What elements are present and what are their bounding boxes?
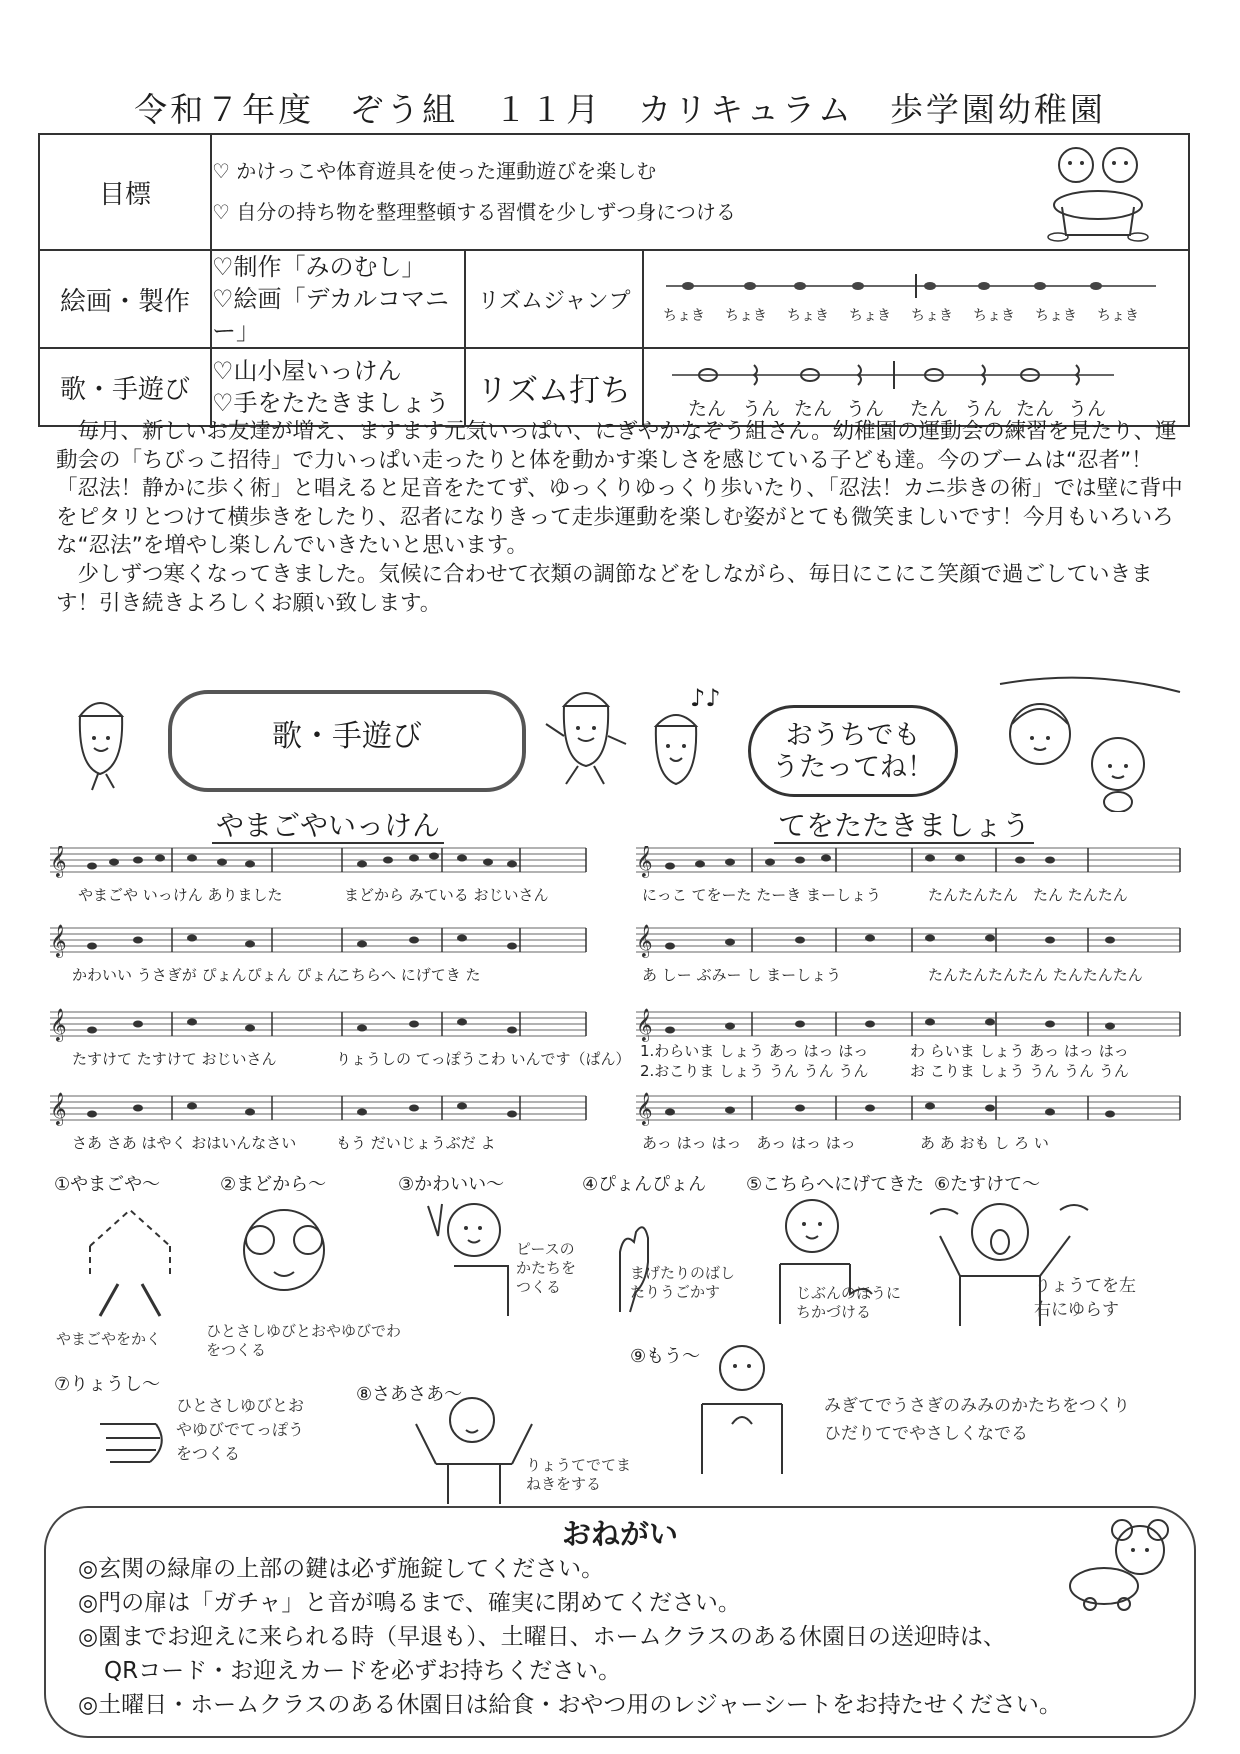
page-title: 令和７年度 ぞう組 １１月 カリキュラム 歩学園幼稚園 — [134, 90, 1106, 129]
goals-label: 目標 — [39, 134, 211, 250]
requests-title: おねがい — [561, 1517, 678, 1551]
mouse-with-basket-illustration — [1060, 1516, 1180, 1612]
gesture-hint: やまごやをかく — [56, 1330, 162, 1348]
art-line: ♡制作「みのむし」 — [212, 253, 426, 281]
song2-lyric: あ あ おも し ろ い — [920, 1134, 1049, 1152]
gesture-label: ①やまごや～ — [54, 1174, 161, 1195]
song1-lyric: たすけて たすけて おじいさん — [72, 1050, 277, 1068]
rhythm-beat-syllable: たん — [794, 398, 833, 420]
goals-cell — [211, 134, 1189, 250]
gesture-1-illustration — [70, 1196, 190, 1326]
rhythm-jump-cell — [643, 250, 1189, 348]
gesture-hint: ピースのかたちをつくる — [516, 1240, 577, 1296]
song1-lyric: さあ さあ はやく おはいんなさい — [72, 1134, 297, 1152]
bubble-line: おうちでも — [785, 720, 921, 751]
gesture-4-illustration — [600, 1212, 670, 1322]
songs-banner: 歌・手遊び — [168, 690, 526, 792]
gesture-2-illustration — [224, 1196, 344, 1322]
rhythm-jump-syllable: ちょき — [849, 308, 891, 324]
svg-text:𝄞: 𝄞 — [636, 924, 653, 957]
songs-cell — [211, 348, 465, 426]
gesture-label: ②まどから～ — [220, 1174, 327, 1195]
goal-item: ♡ 自分の持ち物を整理整頓する習慣を少しずつ身につける — [212, 200, 736, 224]
song2-lyric: 2.おこりま しょう うん うん うん — [640, 1062, 869, 1080]
singing-acorn-illustration — [636, 706, 716, 806]
gesture-label: ⑦りょうし～ — [54, 1374, 161, 1395]
rhythm-jump-syllable: ちょき — [787, 308, 829, 324]
request-item: ◎門の扉は「ガチャ」と音が鳴るまで、確実に閉めてください。 — [78, 1590, 741, 1616]
bubble-line: うたってね！ — [772, 752, 934, 783]
song1-lyric: りょうしの てっぽうこわ いんです（ぱん） — [336, 1050, 631, 1068]
svg-text:𝄞: 𝄞 — [636, 1008, 653, 1041]
rhythm-jump-syllable: ちょき — [911, 308, 953, 324]
song1-lyric: やまごや いっけん ありました — [78, 886, 283, 904]
song2-lyric: あっ はっ はっ あっ はっ はっ — [642, 1134, 856, 1152]
gesture-8-illustration — [412, 1384, 562, 1504]
speech-bubble — [748, 705, 958, 797]
rhythm-beat-syllable: うん — [964, 398, 1003, 420]
song1-lyric: もう だいじょうぶだ よ — [336, 1134, 496, 1152]
song2-lyric: たんたんたんたん たんたんたん — [928, 966, 1143, 984]
song2-lyric: お こりま しょう うん うん うん — [910, 1062, 1129, 1080]
rhythm-beat-syllable: たん — [910, 398, 949, 420]
gesture-9-illustration — [672, 1334, 812, 1474]
song1-lyric: かわいい うさぎが ぴょんぴょん ぴょん — [72, 966, 342, 984]
gesture-label: ⑥たすけて～ — [934, 1174, 1041, 1195]
gesture-hint: みぎてでうさぎのみみのかたちをつくりひだりてでやさしくなでる — [824, 1396, 1130, 1444]
tiger-cubs-illustration — [1038, 143, 1158, 243]
rhythm-jump-syllable: ちょき — [1035, 308, 1077, 324]
message-paragraph: 少しずつ寒くなってきました。気候に合わせて衣類の調節などをしながら、毎日にこにこ笑顔で過ごしていきます！引き続きよろしくお願い致します。 — [56, 561, 1153, 616]
rhythm-beat-syllable: たん — [1016, 398, 1055, 420]
rhythm-beat-syllable: うん — [1068, 398, 1107, 420]
rhythm-jump-notation — [644, 264, 1174, 334]
song-line: ♡手をたたきましょう — [212, 389, 450, 417]
song2-lyric: にっこ てをーた たーき まーしょう — [642, 886, 882, 904]
music-notes-icon: ♪♪ — [690, 684, 721, 712]
request-item: QRコード・お迎えカードを必ずお持ちください。 — [104, 1658, 622, 1684]
svg-text:𝄞: 𝄞 — [636, 1092, 653, 1125]
gesture-hint: ひとさしゆびとおやゆびでわをつくる — [206, 1322, 402, 1359]
song2-lyric: 1.わらいま しょう あっ はっ はっ — [640, 1042, 869, 1060]
gesture-label: ⑨もう～ — [630, 1346, 701, 1367]
gesture-label: ⑧さあさあ～ — [356, 1384, 463, 1405]
rhythm-beat-syllable: うん — [742, 398, 781, 420]
acorn-hanging-characters-illustration — [990, 672, 1190, 812]
rhythm-beat-label: リズム打ち — [465, 348, 643, 426]
gesture-label: ⑤こちらへにげてきた — [746, 1174, 925, 1195]
request-item: ◎玄関の緑扉の上部の鍵は必ず施錠してください。 — [78, 1556, 605, 1582]
gesture-7-illustration — [96, 1404, 170, 1474]
song2-lyric: たんたんたん たん たんたん — [928, 886, 1128, 904]
rhythm-jump-syllable: ちょき — [663, 308, 705, 324]
rhythm-beat-syllable: たん — [688, 398, 727, 420]
song2-lyric: わ らいま しょう あっ はっ はっ — [910, 1042, 1129, 1060]
gesture-hint: りょうてを左右にゆらす — [1034, 1276, 1136, 1320]
curriculum-table — [38, 133, 1190, 427]
gesture-hint: りょうてでてまねきをする — [526, 1456, 632, 1493]
rhythm-jump-label: リズムジャンプ — [465, 250, 643, 348]
gesture-hint: まげたりのばしたりうごかす — [630, 1264, 736, 1301]
gesture-5-illustration — [760, 1194, 880, 1324]
rhythm-beat-cell — [643, 348, 1189, 426]
rhythm-jump-syllable: ちょき — [973, 308, 1015, 324]
goal-item: ♡ かけっこや体育遊具を使った運動遊びを楽しむ — [212, 159, 657, 183]
art-cell — [211, 250, 465, 348]
message-paragraph: 毎月、新しいお友達が増え、ますます元気いっぱい、にぎやかなぞう組さん。幼稚園の運動会の練習を見たり、運動会の「ちびっこ招待」で力いっぱい走ったりと体を動かす楽しさを感じている子ども達。今のブームは“忍者”！「忍法！静かに歩く術」と唱えると足音をたてず、ゆっくりゆっくり歩いたり、「忍法！カニ歩きの術」では壁に背中をピタリとつけて横歩きをしたり、忍者になりきって走歩運動を楽しむ姿がとても微笑ましいです！今月もいろいろな“忍法”を増やし楽しんでいきたいと思います。 — [56, 419, 1183, 559]
gesture-hint: じぶんのほうにちかづける — [796, 1284, 902, 1321]
rhythm-beat-notation — [644, 349, 1174, 425]
song1-lyric: まどから みている おじいさん — [344, 886, 549, 904]
song-line: ♡山小屋いっけん — [212, 357, 402, 385]
art-label: 絵画・製作 — [39, 250, 211, 348]
gesture-hint: ひとさしゆびとおやゆびでてっぽうをつくる — [176, 1396, 305, 1463]
monthly-message — [56, 418, 1184, 618]
songs-label: 歌・手遊び — [39, 348, 211, 426]
gesture-label: ④ぴょんぴょん — [582, 1174, 707, 1195]
request-item: ◎園までお迎えに来られる時（早退も）、土曜日、ホームクラスのある休園日の送迎時は、 — [78, 1624, 1006, 1650]
svg-text:𝄞: 𝄞 — [50, 846, 67, 877]
rhythm-beat-syllable: うん — [846, 398, 885, 420]
rhythm-jump-syllable: ちょき — [1097, 308, 1139, 324]
svg-text:𝄞: 𝄞 — [636, 846, 653, 877]
song2-title: てをたたきましょう — [774, 804, 1034, 844]
gesture-label: ③かわいい～ — [398, 1174, 505, 1195]
acorn-character-illustration — [50, 686, 160, 796]
svg-text:𝄞: 𝄞 — [50, 924, 67, 957]
art-line: ♡絵画「デカルコマニー」 — [212, 285, 450, 345]
request-item: ◎土曜日・ホームクラスのある休園日は給食・おやつ用のレジャーシートをお持たせください。 — [78, 1692, 1062, 1718]
svg-text:𝄞: 𝄞 — [50, 1092, 67, 1125]
rhythm-jump-syllable: ちょき — [725, 308, 767, 324]
running-acorn-illustration — [532, 676, 642, 792]
gesture-3-illustration — [418, 1196, 518, 1316]
song1-lyric: こちらへ にげてき た — [336, 966, 481, 984]
song1-title: やまごやいっけん — [212, 804, 444, 844]
gesture-6-illustration — [930, 1196, 1100, 1326]
song2-lyric: あ しー ぶみー し まーしょう — [642, 966, 842, 984]
svg-text:𝄞: 𝄞 — [50, 1008, 67, 1041]
